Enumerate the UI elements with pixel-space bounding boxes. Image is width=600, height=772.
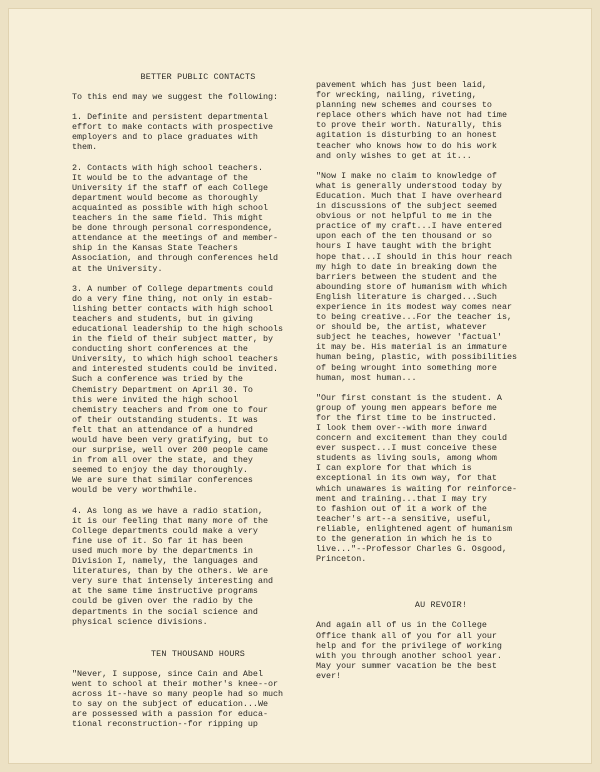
heading-better-public-contacts: BETTER PUBLIC CONTACTS [140,72,256,82]
item-4-paragraph: 4. As long as we have a radio station, it is our feeling that many more of the College departments could make a very fine use of it. So far it has been used much more by the departments in Division I, namely, the languages and literatures, than by the others. We are very sure that intensely interesting and at the same time instructive programs could be given over the radio by the departments in the social science and physical science divisions. [72,505,274,627]
item-2-paragraph: 2. Contacts with high school teachers. It would be to the advantage of the University if the staff of each College department would become as thoroughly acquainted as possible with high school teachers in the same field. This might be done through personal correspondence, attendance at the meetings of and member- ship in the Kansas State Teachers Association, and through conferences held at the University. [72,162,279,274]
intro-paragraph: To this end may we suggest the following: [72,92,279,103]
item-3-paragraph: 3. A number of College departments could do a very fine thing, not only in estab- lishing better contacts with high school teachers and students, but in giving educational leadership to the high schools in the field of their subject matter, by conducting short conferences at the University, to which high school teachers and interested students could be invited. Such a conference was tried by the Chemistry Department on April 30. To this were invited the high school chemistry teachers and from one to four of their outstanding students. It was felt that an attendance of a hundred would have been very gratifying, but to our surprise, well over 200 people came in from all over the state, and they seemed to enjoy the day thoroughly. We are sure that similar conferences would be very worthwhile. [72,283,284,496]
quote-continuation-paragraph: pavement which has just been laid, for wrecking, nailing, riveting, planning new schemes and courses to replace others which have not had time to prove their worth. Naturally, this agitation is disturbing to an honest teacher who knows how to do his work and only wishes to get at it... [316,80,507,161]
typed-page [8,8,592,764]
quote-3-paragraph: "Our first constant is the student. A group of young men appears before me for the first time to be instructed. I look them over--with more inward concern and excitement than they could ever suspect...I must conceive these students as living souls, among whom I can explore for that which is exceptional in its own way, for that which unawares is waiting for reinforce- ment and training...that I may try to fashion out of it a work of the teacher's art--a sensitive, useful, reliable, enlightened agent of humanism to the generation in which he is to live..."--Professor Charles G. Osgood, Princeton. [316,392,518,565]
right-column [316,80,566,691]
heading-au-revoir: AU REVOIR! [414,600,468,611]
quote-1-paragraph: "Never, I suppose, since Cain and Abel went to school at their mother's knee--or across it--have so many people had so much to say on the subject of education...We are possessed with a passion for educa- tional reconstruction--for ripping up [72,668,284,730]
quote-2-paragraph: "Now I make no claim to knowledge of what is generally understood today by Education. Much that I have overheard in discussions of the subject seemed obvious or not helpful to me in the practice of my craft...I have entered upon each of the ten thousand or so hours I have taught with the bright hope that...I should in this hour reach my high to date in breaking down the barriers between the student and the abounding store of humanism with which English literature is charged...Such experience in its modest way comes near to being creative...For the teacher is, or should be, the artist, whatever subject he teaches, however 'factual' it may be. His material is an immature human being, plastic, with possibilities of being wrought into something more human, most human... [316,170,518,383]
closing-paragraph: And again all of us in the College Office thank all of you for all your help and for the privilege of working with you through another school year. May your summer vacation be the best ever! [316,620,502,681]
left-column [72,72,324,739]
heading-ten-thousand-hours: TEN THOUSAND HOURS [150,648,246,659]
item-1-paragraph: 1. Definite and persistent departmental effort to make contacts with prospective employers and to place graduates with them. [72,112,274,153]
